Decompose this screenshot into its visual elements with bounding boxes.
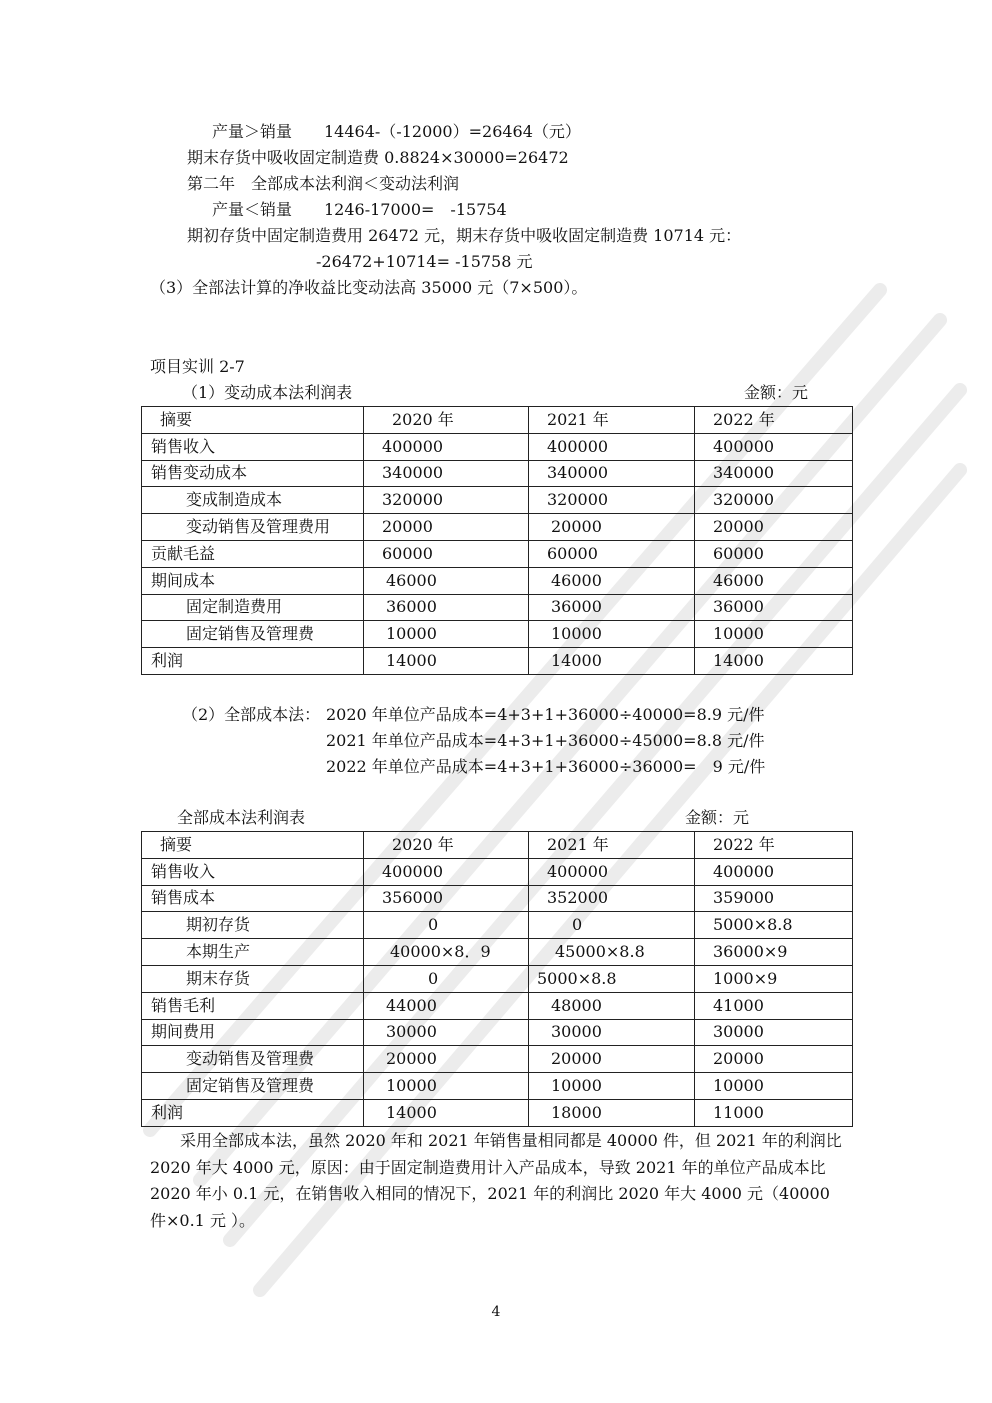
cell-value: 36000×9 [695, 939, 853, 966]
cell-value: 10000 [364, 621, 529, 648]
cell-value: 41000 [695, 992, 853, 1019]
cell-value: 10000 [529, 621, 695, 648]
cell-value: 60000 [364, 540, 529, 567]
table-row [142, 992, 853, 1019]
table-row [142, 885, 853, 912]
row-label: 期间成本 [142, 567, 364, 594]
text-line-2: 期末存货中吸收固定制造费 0.8824×30000=26472 [187, 148, 569, 167]
cell-value: 0 [529, 912, 695, 939]
cell-value: 11000 [695, 1099, 853, 1126]
cell-value: 10000 [695, 1073, 853, 1100]
text-line-4: 产量＜销量 1246-17000= -15754 [212, 200, 507, 219]
table-row [142, 912, 853, 939]
row-label: 销售毛利 [142, 992, 364, 1019]
row-label: 变动销售及管理费用 [142, 514, 364, 541]
cell-value: 320000 [529, 487, 695, 514]
row-label: 变动销售及管理费 [142, 1046, 364, 1073]
text-line-5: 期初存货中固定制造费用 26472 元，期末存货中吸收固定制造费 10714 元： [187, 226, 742, 245]
cell-value: 400000 [364, 858, 529, 885]
cell-value: 340000 [529, 460, 695, 487]
cell-value: 356000 [364, 885, 529, 912]
cell-value: 20000 [364, 514, 529, 541]
cell-value: 340000 [364, 460, 529, 487]
table-header-cell: 2021 年 [529, 407, 695, 434]
table-row [142, 433, 853, 460]
row-label: 变成制造成本 [142, 487, 364, 514]
unit-cost-label: （2）全部成本法： [182, 705, 321, 724]
row-label: 固定销售及管理费 [142, 1073, 364, 1100]
cell-value: 5000×8.8 [529, 965, 695, 992]
table1-caption: （1）变动成本法利润表 [182, 383, 353, 402]
cell-value: 46000 [364, 567, 529, 594]
table-header-row [142, 407, 853, 434]
table-row [142, 1019, 853, 1046]
table-row [142, 567, 853, 594]
cell-value: 14000 [364, 648, 529, 675]
table-row [142, 648, 853, 675]
cell-value: 20000 [364, 1046, 529, 1073]
cell-value: 10000 [364, 1073, 529, 1100]
cell-value: 340000 [695, 460, 853, 487]
table-header-cell: 2022 年 [695, 407, 853, 434]
table2-caption: 全部成本法利润表 [177, 808, 306, 827]
cell-value: 20000 [695, 514, 853, 541]
cell-value: 400000 [364, 433, 529, 460]
text-line-6: -26472+10714= -15758 元 [316, 252, 533, 271]
table-row [142, 858, 853, 885]
cell-value: 400000 [529, 858, 695, 885]
cell-value: 352000 [529, 885, 695, 912]
row-label: 期间费用 [142, 1019, 364, 1046]
cell-value: 400000 [529, 433, 695, 460]
cell-value: 0 [364, 912, 529, 939]
cell-value: 46000 [529, 567, 695, 594]
unit-cost-line: 2020 年单位产品成本=4+3+1+36000÷40000=8.9 元/件 [326, 705, 765, 724]
cell-value: 20000 [529, 1046, 695, 1073]
cell-value: 14000 [529, 648, 695, 675]
table-row [142, 460, 853, 487]
cell-value: 36000 [529, 594, 695, 621]
table-header-cell: 2020 年 [364, 832, 529, 859]
table-row [142, 1073, 853, 1100]
row-label: 固定销售及管理费 [142, 621, 364, 648]
text-line-3: 第二年 全部成本法利润＜变动法利润 [187, 174, 460, 193]
cell-value: 60000 [529, 540, 695, 567]
cell-value: 40000×8．9 [364, 939, 529, 966]
cell-value: 320000 [695, 487, 853, 514]
absorption-cost-income-table [141, 831, 853, 1127]
cell-value: 320000 [364, 487, 529, 514]
text-line-7: （3）全部法计算的净收益比变动法高 35000 元（7×500）。 [150, 278, 588, 297]
text-line-1: 产量＞销量 14464-（-12000）=26464（元） [212, 122, 581, 141]
table-row [142, 939, 853, 966]
row-label: 期末存货 [142, 965, 364, 992]
row-label: 销售变动成本 [142, 460, 364, 487]
cell-value: 400000 [695, 858, 853, 885]
row-label: 利润 [142, 648, 364, 675]
table-header-cell: 2021 年 [529, 832, 695, 859]
cell-value: 30000 [695, 1019, 853, 1046]
cell-value: 30000 [364, 1019, 529, 1046]
row-label: 本期生产 [142, 939, 364, 966]
table-row [142, 1046, 853, 1073]
table-header-cell: 2022 年 [695, 832, 853, 859]
table-header-cell: 2020 年 [364, 407, 529, 434]
cell-value: 359000 [695, 885, 853, 912]
cell-value: 36000 [695, 594, 853, 621]
row-label: 销售成本 [142, 885, 364, 912]
table-header-row [142, 832, 853, 859]
cell-value: 0 [364, 965, 529, 992]
unit-cost-line: 2022 年单位产品成本=4+3+1+36000÷36000= 9 元/件 [326, 757, 766, 776]
cell-value: 48000 [529, 992, 695, 1019]
cell-value: 44000 [364, 992, 529, 1019]
table-header-cell: 摘要 [142, 407, 364, 434]
conclusion-paragraph: 采用全部成本法，虽然 2020 年和 2021 年销售量相同都是 40000 件，但 2021 年的利润比 2020 年大 4000 元，原因：由于固定制造费用计入产品成本，导致 2021 年的单位产品成本比 2020 年小 0.1 元，在销售收入相同的情况下，2021 年的利润比 2020 年大 4000 元（40000 件×0.1 元 ）。 [150, 1131, 842, 1230]
cell-value: 36000 [364, 594, 529, 621]
cell-value: 10000 [695, 621, 853, 648]
cell-value: 10000 [529, 1073, 695, 1100]
table-row [142, 540, 853, 567]
cell-value: 20000 [695, 1046, 853, 1073]
project-title: 项目实训 2-7 [150, 357, 245, 376]
cell-value: 14000 [695, 648, 853, 675]
row-label: 销售收入 [142, 433, 364, 460]
page-number: 4 [491, 1304, 501, 1320]
cell-value: 400000 [695, 433, 853, 460]
cell-value: 5000×8.8 [695, 912, 853, 939]
cell-value: 20000 [529, 514, 695, 541]
table-row [142, 594, 853, 621]
cell-value: 60000 [695, 540, 853, 567]
table-row [142, 965, 853, 992]
table-row [142, 514, 853, 541]
row-label: 销售收入 [142, 858, 364, 885]
cell-value: 1000×9 [695, 965, 853, 992]
row-label: 固定制造费用 [142, 594, 364, 621]
table1-unit: 金额：元 [744, 383, 809, 402]
table2-unit: 金额：元 [685, 808, 750, 827]
row-label: 利润 [142, 1099, 364, 1126]
unit-cost-line: 2021 年单位产品成本=4+3+1+36000÷45000=8.8 元/件 [326, 731, 765, 750]
cell-value: 18000 [529, 1099, 695, 1126]
table-row [142, 621, 853, 648]
cell-value: 30000 [529, 1019, 695, 1046]
cell-value: 46000 [695, 567, 853, 594]
table-row [142, 487, 853, 514]
table-row [142, 1099, 853, 1126]
variable-cost-income-table [141, 406, 853, 675]
cell-value: 45000×8.8 [529, 939, 695, 966]
row-label: 期初存货 [142, 912, 364, 939]
cell-value: 14000 [364, 1099, 529, 1126]
table-header-cell: 摘要 [142, 832, 364, 859]
row-label: 贡献毛益 [142, 540, 364, 567]
